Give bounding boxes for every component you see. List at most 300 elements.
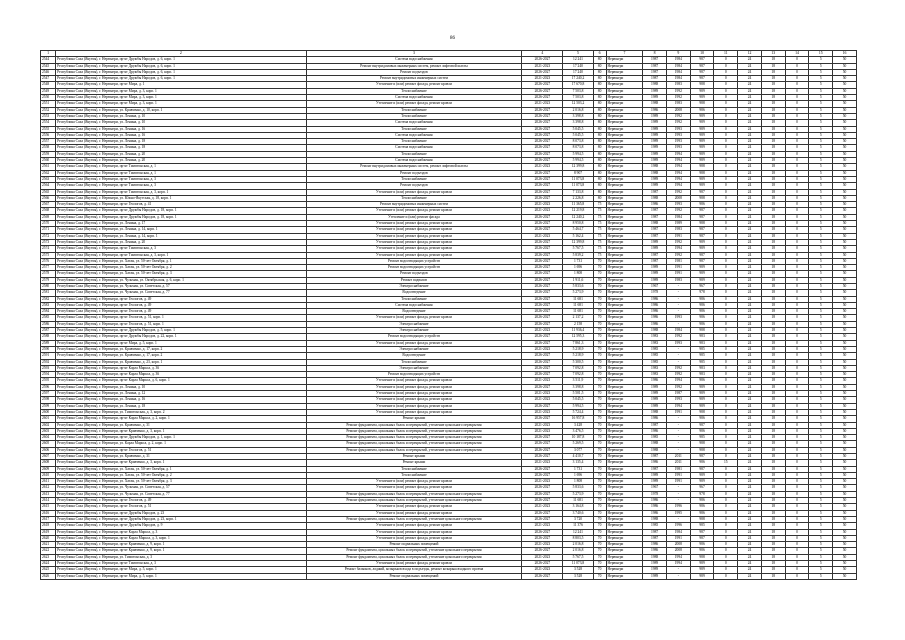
table-cell: 1987 — [643, 529, 667, 535]
table-cell: 986 — [690, 548, 714, 554]
table-cell: 0 — [714, 76, 738, 82]
table-cell: Ремонт фундамента, цокольных балок и перекрытий, утепление цокольного перекрытия — [306, 447, 522, 453]
table-cell: 8 073,8 — [563, 139, 593, 145]
table-cell: 2026-2027 — [522, 340, 563, 346]
table-cell: Республика Саха (Якутия), г. Нерюнгри, пр-кт Дружбы Народов, д. 22, корп. 1 — [56, 334, 306, 340]
table-cell: Нерюнгри — [606, 164, 643, 170]
table-cell: 24 — [738, 120, 762, 126]
table-cell: 1994 — [666, 246, 690, 252]
table-cell: 18 — [761, 321, 785, 327]
table-cell: Ремонт крыши — [306, 454, 522, 460]
table-cell: 18 — [761, 378, 785, 384]
table-cell: 0 — [714, 409, 738, 415]
table-cell: 2584 — [41, 309, 56, 315]
table-cell: Утепление и (или) ремонт фасада, ремонт кровли — [306, 523, 522, 529]
table-cell: 24 — [738, 567, 762, 573]
table-cell: 18 — [761, 529, 785, 535]
table-cell: 0 — [785, 466, 809, 472]
table-cell: 70 — [593, 271, 606, 277]
table-cell: 50 — [833, 372, 857, 378]
table-cell: 12 241 — [563, 529, 593, 535]
table-cell: - — [666, 290, 690, 296]
table-cell: 1986 — [643, 296, 667, 302]
table-cell: Республика Саха (Якутия), г. Нерюнгри, пр-кт Дружбы Народов, д. 6, корп. 1 — [56, 69, 306, 75]
table-cell: 988 — [690, 516, 714, 522]
table-cell: 2021-2023 — [522, 422, 563, 428]
table-cell: 5 — [809, 202, 833, 208]
table-cell: 3 398,8 — [563, 384, 593, 390]
table-cell: 1992 — [666, 113, 690, 119]
table-cell: Нерюнгри — [606, 491, 643, 497]
table-cell: 2026-2027 — [522, 365, 563, 371]
table-cell: Ремонт внутридомовых инженерных систем, ремонт лифтовой шахты — [306, 63, 522, 69]
table-cell: 1984 — [666, 57, 690, 63]
table-cell: 0 — [714, 139, 738, 145]
table-cell: 2545 — [41, 63, 56, 69]
table-cell: 70 — [593, 554, 606, 560]
table-cell: 80 — [593, 69, 606, 75]
table-cell: 1987 — [643, 422, 667, 428]
table-cell: 989 — [690, 120, 714, 126]
table-cell: 0 — [785, 246, 809, 252]
table-cell: 987 — [690, 233, 714, 239]
table-cell: 2566 — [41, 195, 56, 201]
table-cell: Республика Саха (Якутия), г. Нерюнгри, пр-кт Тимптонская, д. 3 — [56, 561, 306, 567]
table-cell: Электроснабжение — [306, 321, 522, 327]
table-cell: Республика Саха (Якутия), г. Нерюнгри, пр-кт Тимптонская, д. 1 — [56, 170, 306, 176]
table-cell: 0 — [714, 498, 738, 504]
table-cell: 70 — [593, 510, 606, 516]
table-cell: 2026-2027 — [522, 498, 563, 504]
table-cell: Нерюнгри — [606, 359, 643, 365]
column-header: 7 — [606, 51, 643, 57]
table-cell: 70 — [593, 535, 606, 541]
table-cell: 18 — [761, 233, 785, 239]
table-cell: 0 — [714, 346, 738, 352]
table-cell: 24 — [738, 145, 762, 151]
table-cell: 0 — [785, 454, 809, 460]
table-cell: 2026-2027 — [522, 447, 563, 453]
table-cell: 80 — [593, 88, 606, 94]
table-cell: Нерюнгри — [606, 271, 643, 277]
table-cell: 5 — [809, 372, 833, 378]
table-cell: 80 — [593, 170, 606, 176]
table-cell: 0 — [714, 554, 738, 560]
table-cell: Нерюнгри — [606, 391, 643, 397]
table-cell: 2026-2027 — [522, 535, 563, 541]
table-cell: 50 — [833, 277, 857, 283]
table-cell: 18 — [761, 101, 785, 107]
table-cell: 989 — [690, 567, 714, 573]
table-cell: 2618 — [41, 523, 56, 529]
table-cell: 1989 — [643, 246, 667, 252]
column-header: 16 — [833, 51, 857, 57]
table-cell: 1985 — [643, 435, 667, 441]
table-cell: 2609 — [41, 466, 56, 472]
table-cell: 5 162,4 — [563, 233, 593, 239]
table-cell: 50 — [833, 101, 857, 107]
table-cell: Республика Саха (Якутия), г. Нерюнгри, пр-кт Дружбы Народов, д. 18, корп. 1 — [56, 208, 306, 214]
table-cell: 0 — [785, 132, 809, 138]
table-cell: 2026-2027 — [522, 302, 563, 308]
table-cell: 50 — [833, 460, 857, 466]
table-cell: 2026-2027 — [522, 221, 563, 227]
table-cell: 18 — [761, 422, 785, 428]
table-cell: 3 398,8 — [563, 113, 593, 119]
table-cell: 989 — [690, 95, 714, 101]
table-cell: 2026-2027 — [522, 516, 563, 522]
table-cell: 80 — [593, 164, 606, 170]
table-cell: 2021-2023 — [522, 397, 563, 403]
table-cell: - — [666, 296, 690, 302]
table-cell: 0 — [785, 271, 809, 277]
table-cell: 75 — [593, 252, 606, 258]
table-cell: Нерюнгри — [606, 183, 643, 189]
table-cell: 16 957,8 — [563, 416, 593, 422]
table-cell: 70 — [593, 454, 606, 460]
table-cell: 2560 — [41, 158, 56, 164]
table-cell: 5 218,9 — [563, 346, 593, 352]
table-cell: - — [666, 422, 690, 428]
table-cell: 1 731 — [563, 258, 593, 264]
table-cell: 80 — [593, 145, 606, 151]
table-cell: 5 — [809, 227, 833, 233]
table-cell: 70 — [593, 353, 606, 359]
table-cell: 989 — [690, 246, 714, 252]
table-cell: 70 — [593, 548, 606, 554]
table-cell: Нерюнгри — [606, 416, 643, 422]
table-cell: 2613 — [41, 491, 56, 497]
table-cell: Теплоснабжение — [306, 195, 522, 201]
table-cell: 2 158 — [563, 321, 593, 327]
table-cell: 50 — [833, 328, 857, 334]
table-cell: 70 — [593, 372, 606, 378]
table-cell: 2559 — [41, 151, 56, 157]
table-cell: 2026-2027 — [522, 510, 563, 516]
table-cell: 70 — [593, 391, 606, 397]
table-cell: Республика Саха (Якутия), г. Нерюнгри, пр-кт Мира, д. 5, корп. 1 — [56, 573, 306, 579]
table-cell: 1989 — [643, 132, 667, 138]
table-cell: 24 — [738, 365, 762, 371]
table-cell: 2026-2027 — [522, 95, 563, 101]
table-cell: 2553 — [41, 113, 56, 119]
table-cell: 2581 — [41, 290, 56, 296]
table-cell: 24 — [738, 504, 762, 510]
table-cell: Нерюнгри — [606, 409, 643, 415]
table-cell: Система водоснабжения — [306, 145, 522, 151]
table-cell: 5 — [809, 409, 833, 415]
table-cell: 24 — [738, 309, 762, 315]
table-cell: 1992 — [666, 252, 690, 258]
table-cell: 50 — [833, 409, 857, 415]
table-cell: 0 — [714, 435, 738, 441]
table-cell: 2605 — [41, 441, 56, 447]
table-cell: Нерюнгри — [606, 334, 643, 340]
table-cell: Республика Саха (Якутия), г. Нерюнгри, ул. Хатан, ул. 50-лет Октября, д. 2 — [56, 265, 306, 271]
table-cell: 18 — [761, 189, 785, 195]
table-cell: 1989 — [643, 403, 667, 409]
table-cell: 0 — [714, 252, 738, 258]
table-cell: Республика Саха (Якутия), г. Нерюнгри, ул. Чульман, ул. Советская, д. 57 — [56, 485, 306, 491]
table-cell: 80 — [593, 132, 606, 138]
table-cell: 12 240,2 — [563, 214, 593, 220]
table-cell: 12 399,8 — [563, 164, 593, 170]
table-cell: 50 — [833, 233, 857, 239]
table-cell: 0 — [785, 485, 809, 491]
table-cell: 2021-2023 — [522, 460, 563, 466]
table-cell: Республика Саха (Якутия), г. Нерюнгри, пр-кт Геологов, д. 49 — [56, 302, 306, 308]
table-cell: 50 — [833, 214, 857, 220]
table-cell: 2590 — [41, 346, 56, 352]
table-cell: Республика Саха (Якутия), г. Нерюнгри, ул. Кравченко, д. 17, корп. 2 — [56, 346, 306, 352]
table-cell: 1991 — [666, 265, 690, 271]
table-cell: 4 410,7 — [563, 454, 593, 460]
table-cell: Ремонт подвальных помещений — [306, 573, 522, 579]
table-cell: 8 950,8 — [563, 221, 593, 227]
table-cell: 70 — [593, 460, 606, 466]
table-cell: 18 — [761, 372, 785, 378]
table-cell: 5 — [809, 359, 833, 365]
table-cell: 0 — [785, 170, 809, 176]
table-cell: 0 — [785, 340, 809, 346]
table-cell: 1987 — [643, 535, 667, 541]
table-cell: Утепление и (или) ремонт фасада, ремонт кровли — [306, 239, 522, 245]
table-cell: 0 — [785, 353, 809, 359]
table-cell: Утепление и (или) ремонт фасада, ремонт кровли — [306, 82, 522, 88]
table-cell: Нерюнгри — [606, 63, 643, 69]
table-cell: 50 — [833, 221, 857, 227]
table-cell: 18 — [761, 296, 785, 302]
table-cell: 75 — [593, 233, 606, 239]
table-cell: Республика Саха (Якутия), г. Нерюнгри, ул. Кравченко, д. 31 — [56, 422, 306, 428]
table-cell: 24 — [738, 246, 762, 252]
table-cell: Нерюнгри — [606, 346, 643, 352]
table-cell: 0 — [714, 69, 738, 75]
table-cell: Республика Саха (Якутия), г. Нерюнгри, пр-кт Тимптонская, д. 3, корп. 1 — [56, 189, 306, 195]
table-cell: Утепление и (или) ремонт фасада, ремонт кровли — [306, 227, 522, 233]
table-cell: 2557 — [41, 139, 56, 145]
table-cell: 0 — [714, 195, 738, 201]
table-cell: 0 — [785, 101, 809, 107]
table-cell: Нерюнгри — [606, 523, 643, 529]
table-cell: 24 — [738, 409, 762, 415]
table-cell: 1 696 — [563, 472, 593, 478]
table-cell: 5 — [809, 516, 833, 522]
table-cell: 24 — [738, 170, 762, 176]
table-cell: - — [666, 346, 690, 352]
table-cell: 5 — [809, 69, 833, 75]
table-cell: Республика Саха (Якутия), г. Нерюнгри, ул. Хатан, ул. 50-лет Октября, д. 1 — [56, 466, 306, 472]
table-cell: 2021-2023 — [522, 63, 563, 69]
table-cell: 0 — [785, 523, 809, 529]
table-cell: - — [666, 309, 690, 315]
table-cell: 985 — [690, 359, 714, 365]
table-cell: Ремонт фундамента, цокольных балок и перекрытий, утепление цокольного перекрытия — [306, 422, 522, 428]
table-cell: 50 — [833, 57, 857, 63]
table-cell: 5 — [809, 296, 833, 302]
table-cell: 18 — [761, 221, 785, 227]
table-cell: 2546 — [41, 69, 56, 75]
table-cell: 24 — [738, 523, 762, 529]
table-cell: Нерюнгри — [606, 126, 643, 132]
table-cell: 15 — [714, 460, 738, 466]
table-cell: 1981 — [666, 466, 690, 472]
table-cell: 989 — [690, 239, 714, 245]
table-cell: 0 — [714, 221, 738, 227]
table-cell: 2008 — [666, 548, 690, 554]
table-cell: 80 — [593, 57, 606, 63]
table-cell: 0 — [714, 158, 738, 164]
table-cell: Республика Саха (Якутия), г. Нерюнгри, пр-кт Геологов, д. 49 — [56, 309, 306, 315]
table-cell: 50 — [833, 447, 857, 453]
table-cell: 18 — [761, 554, 785, 560]
table-cell: 1983 — [666, 82, 690, 88]
table-cell: 50 — [833, 510, 857, 516]
table-cell: Утепление и (или) ремонт фасада, ремонт кровли — [306, 485, 522, 491]
table-cell: 2551 — [41, 101, 56, 107]
table-cell: 0 — [714, 302, 738, 308]
table-cell: 2026-2027 — [522, 158, 563, 164]
table-cell: 2563 — [41, 176, 56, 182]
table-cell: 985 — [690, 523, 714, 529]
table-cell: 2604 — [41, 435, 56, 441]
table-cell: 5 — [809, 145, 833, 151]
table-cell: Электроснабжение — [306, 328, 522, 334]
table-cell: 2026-2027 — [522, 120, 563, 126]
table-cell: 5 — [809, 88, 833, 94]
table-cell: 18 — [761, 535, 785, 541]
table-cell: 18 — [761, 548, 785, 554]
table-cell: 18 — [761, 328, 785, 334]
table-cell: 18 — [761, 214, 785, 220]
table-cell: 24 — [738, 208, 762, 214]
table-cell: Республика Саха (Якутия), г. Нерюнгри, ул. Ленина, д. 12 — [56, 391, 306, 397]
table-cell: 2 016,8 — [563, 548, 593, 554]
table-cell: 0 — [714, 466, 738, 472]
table-cell: 5 — [809, 277, 833, 283]
table-cell: 18 — [761, 561, 785, 567]
table-cell: Ремонт крыши — [306, 416, 522, 422]
table-cell: 2576 — [41, 258, 56, 264]
table-cell: 5 — [809, 126, 833, 132]
table-cell: 75 — [593, 246, 606, 252]
table-cell: Республика Саха (Якутия), г. Нерюнгри, ул. Ленина, д. 14, корп. 1 — [56, 227, 306, 233]
table-cell: 2021-2023 — [522, 409, 563, 415]
table-cell: Нерюнгри — [606, 158, 643, 164]
table-cell: 5 — [809, 328, 833, 334]
table-cell: 0 — [785, 183, 809, 189]
table-cell: 0 — [785, 409, 809, 415]
table-cell: Ремонт фундамента, цокольных балок и перекрытий, утепление цокольного перекрытия — [306, 435, 522, 441]
table-cell: 0 — [785, 542, 809, 548]
table-cell: 0 — [785, 252, 809, 258]
table-cell: 2026-2027 — [522, 561, 563, 567]
table-cell: 986 — [690, 321, 714, 327]
table-cell: Теплоснабжение — [306, 472, 522, 478]
table-cell: 2026-2027 — [522, 359, 563, 365]
table-cell: 5 — [809, 573, 833, 579]
table-cell: 967 — [690, 485, 714, 491]
table-cell: 18 — [761, 309, 785, 315]
table-cell: 2026-2027 — [522, 271, 563, 277]
table-cell: 18 — [761, 271, 785, 277]
table-cell: Ремонт фундамента, цокольных балок и перекрытий, утепление цокольного перекрытия — [306, 441, 522, 447]
table-cell: 0 — [785, 435, 809, 441]
table-cell: 988 — [690, 554, 714, 560]
table-cell: 24 — [738, 397, 762, 403]
table-cell: 1986 — [643, 107, 667, 113]
table-cell: 18 — [761, 227, 785, 233]
table-cell: 1989 — [643, 239, 667, 245]
table-cell: 2573 — [41, 239, 56, 245]
table-cell: 1983 — [643, 365, 667, 371]
table-cell: Республика Саха (Якутия), г. Нерюнгри, пр-кт Кравченко, д. 3, корп. 1 — [56, 460, 306, 466]
table-cell: Нерюнгри — [606, 315, 643, 321]
table-cell: 24 — [738, 277, 762, 283]
table-cell: 11 073,8 — [563, 176, 593, 182]
table-cell: 1989 — [643, 397, 667, 403]
table-cell: Нерюнгри — [606, 479, 643, 485]
table-cell: 7 861,3 — [563, 340, 593, 346]
table-cell: 0 — [785, 290, 809, 296]
table-cell: 989 — [690, 265, 714, 271]
table-cell: 0 — [714, 233, 738, 239]
table-cell: 0 — [714, 271, 738, 277]
table-cell: 0 — [714, 573, 738, 579]
table-cell: 2026-2027 — [522, 252, 563, 258]
table-cell: 3 511,9 — [563, 378, 593, 384]
table-cell: 2026-2027 — [522, 485, 563, 491]
table-cell: 24 — [738, 271, 762, 277]
table-cell: 5 767,5 — [563, 554, 593, 560]
table-cell: 5 — [809, 164, 833, 170]
table-cell: 12 241 — [563, 57, 593, 63]
table-cell: 80 — [593, 120, 606, 126]
table-cell: 18 — [761, 88, 785, 94]
table-cell: 2026-2027 — [522, 491, 563, 497]
table-cell: 2 137,2 — [563, 315, 593, 321]
table-cell: 1986 — [643, 460, 667, 466]
table-cell: 24 — [738, 151, 762, 157]
table-cell: 2026-2027 — [522, 258, 563, 264]
table-cell: 2579 — [41, 277, 56, 283]
table-cell: 18 — [761, 416, 785, 422]
table-cell: 0 — [714, 523, 738, 529]
table-cell: 70 — [593, 516, 606, 522]
table-cell: Нерюнгри — [606, 510, 643, 516]
table-cell: 1984 — [666, 69, 690, 75]
table-cell: 5 833,6 — [563, 485, 593, 491]
table-cell: 18 — [761, 428, 785, 434]
table-cell: 24 — [738, 69, 762, 75]
table-cell: 0 — [785, 233, 809, 239]
table-cell: 986 — [690, 498, 714, 504]
table-cell: 5 — [809, 221, 833, 227]
table-cell: 1992 — [666, 239, 690, 245]
table-cell: 0 — [785, 69, 809, 75]
table-cell: 1987 — [643, 76, 667, 82]
table-cell: 1992 — [666, 95, 690, 101]
table-cell: 24 — [738, 561, 762, 567]
table-cell: 1987 — [643, 214, 667, 220]
table-cell: 18 — [761, 120, 785, 126]
table-cell: 0 — [785, 498, 809, 504]
table-cell: Республика Саха (Якутия), г. Нерюнгри, пр-кт Дружбы Народов, д. 9 — [56, 523, 306, 529]
table-cell: 24 — [738, 252, 762, 258]
table-cell: 2548 — [41, 82, 56, 88]
table-cell: 24 — [738, 126, 762, 132]
table-cell: 17 240 — [563, 69, 593, 75]
